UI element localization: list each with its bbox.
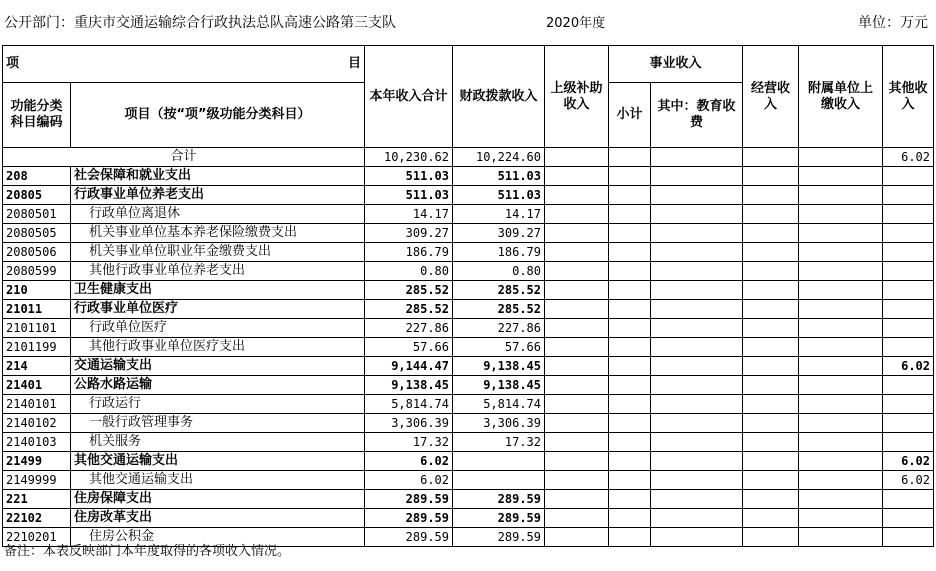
- func-code-cell: 22102: [3, 509, 71, 528]
- department-label: 公开部门：重庆市交通运输综合行政执法总队高速公路第三支队: [4, 15, 396, 31]
- other-cell: [883, 490, 934, 509]
- item-name-cell: 行政事业单位医疗: [71, 300, 365, 319]
- table-row: [3, 471, 934, 490]
- report-header: [0, 8, 936, 32]
- header-career-edu: 其中：教育收费: [651, 83, 743, 148]
- other-cell: [883, 300, 934, 319]
- total-income-cell: 57.66: [365, 338, 453, 357]
- fiscal-cell: 309.27: [453, 224, 545, 243]
- func-code-cell: 21011: [3, 300, 71, 319]
- unit-label: 单位：万元: [858, 15, 928, 31]
- affiliated-cell: [799, 395, 883, 414]
- header-affiliated: 附属单位上缴收入: [799, 46, 883, 148]
- fiscal-cell: 17.32: [453, 433, 545, 452]
- total-income-cell: 3,306.39: [365, 414, 453, 433]
- func-code-cell: 2140101: [3, 395, 71, 414]
- table-row: [3, 376, 934, 395]
- item-name-cell: 行政运行: [71, 395, 365, 414]
- operating-cell: [743, 471, 799, 490]
- career-edu-cell: [651, 148, 743, 167]
- total-income-cell: 227.86: [365, 319, 453, 338]
- func-code-cell: 2149999: [3, 471, 71, 490]
- total-income-cell: 186.79: [365, 243, 453, 262]
- superior-cell: [545, 281, 609, 300]
- func-code-cell: 2101101: [3, 319, 71, 338]
- income-table: [2, 45, 934, 547]
- func-code-cell: 210: [3, 281, 71, 300]
- career-edu-cell: [651, 224, 743, 243]
- total-label: 合计: [3, 148, 365, 167]
- career-subtotal-cell: [609, 490, 651, 509]
- operating-cell: [743, 205, 799, 224]
- career-edu-cell: [651, 509, 743, 528]
- other-cell: [883, 243, 934, 262]
- career-edu-cell: [651, 490, 743, 509]
- career-subtotal-cell: [609, 452, 651, 471]
- table-row: [3, 452, 934, 471]
- item-name-cell: 行政单位离退休: [71, 205, 365, 224]
- other-cell: [883, 281, 934, 300]
- affiliated-cell: [799, 338, 883, 357]
- table-row: [3, 281, 934, 300]
- total-income-cell: 0.80: [365, 262, 453, 281]
- header-career-group: 事业收入: [609, 46, 743, 83]
- superior-cell: [545, 395, 609, 414]
- career-subtotal-cell: [609, 414, 651, 433]
- career-edu-cell: [651, 452, 743, 471]
- table-row: [3, 224, 934, 243]
- fiscal-cell: 511.03: [453, 167, 545, 186]
- operating-cell: [743, 186, 799, 205]
- affiliated-cell: [799, 243, 883, 262]
- item-name-cell: 行政单位医疗: [71, 319, 365, 338]
- table-row: [3, 300, 934, 319]
- header-item-name: 项目（按“项”级功能分类科目）: [71, 83, 365, 148]
- func-code-cell: 2080599: [3, 262, 71, 281]
- total-income-cell: 6.02: [365, 452, 453, 471]
- fiscal-cell: 57.66: [453, 338, 545, 357]
- fiscal-cell: 289.59: [453, 528, 545, 547]
- table-row: [3, 509, 934, 528]
- table-row: [3, 167, 934, 186]
- career-edu-cell: [651, 243, 743, 262]
- total-income-cell: 289.59: [365, 528, 453, 547]
- other-cell: [883, 395, 934, 414]
- fiscal-cell: 14.17: [453, 205, 545, 224]
- career-subtotal-cell: [609, 167, 651, 186]
- header-func-code: 功能分类科目编码: [3, 83, 71, 148]
- superior-cell: [545, 490, 609, 509]
- fiscal-cell: 227.86: [453, 319, 545, 338]
- func-code-cell: 214: [3, 357, 71, 376]
- fiscal-cell: 10,224.60: [453, 148, 545, 167]
- func-code-cell: 21401: [3, 376, 71, 395]
- fiscal-cell: 285.52: [453, 300, 545, 319]
- operating-cell: [743, 357, 799, 376]
- func-code-cell: 2140102: [3, 414, 71, 433]
- career-subtotal-cell: [609, 148, 651, 167]
- fiscal-cell: 285.52: [453, 281, 545, 300]
- item-name-cell: 住房保障支出: [71, 490, 365, 509]
- item-name-cell: 其他交通运输支出: [71, 452, 365, 471]
- total-income-cell: 289.59: [365, 509, 453, 528]
- operating-cell: [743, 167, 799, 186]
- fiscal-cell: 289.59: [453, 490, 545, 509]
- affiliated-cell: [799, 148, 883, 167]
- career-subtotal-cell: [609, 224, 651, 243]
- total-income-cell: 9,138.45: [365, 376, 453, 395]
- superior-cell: [545, 528, 609, 547]
- table-row: [3, 243, 934, 262]
- career-edu-cell: [651, 205, 743, 224]
- career-subtotal-cell: [609, 433, 651, 452]
- item-name-cell: 住房改革支出: [71, 509, 365, 528]
- career-subtotal-cell: [609, 243, 651, 262]
- item-name-cell: 一般行政管理事务: [71, 414, 365, 433]
- operating-cell: [743, 300, 799, 319]
- other-cell: 6.02: [883, 148, 934, 167]
- career-subtotal-cell: [609, 376, 651, 395]
- career-subtotal-cell: [609, 300, 651, 319]
- career-edu-cell: [651, 376, 743, 395]
- total-income-cell: 5,814.74: [365, 395, 453, 414]
- operating-cell: [743, 243, 799, 262]
- fiscal-cell: 186.79: [453, 243, 545, 262]
- affiliated-cell: [799, 357, 883, 376]
- operating-cell: [743, 148, 799, 167]
- total-income-cell: 17.32: [365, 433, 453, 452]
- item-name-cell: 机关服务: [71, 433, 365, 452]
- func-code-cell: 221: [3, 490, 71, 509]
- operating-cell: [743, 376, 799, 395]
- item-name-cell: 住房公积金: [71, 528, 365, 547]
- item-name-cell: 其他行政事业单位养老支出: [71, 262, 365, 281]
- table-row: [3, 186, 934, 205]
- total-income-cell: 10,230.62: [365, 148, 453, 167]
- superior-cell: [545, 319, 609, 338]
- func-code-cell: 2140103: [3, 433, 71, 452]
- operating-cell: [743, 395, 799, 414]
- affiliated-cell: [799, 452, 883, 471]
- affiliated-cell: [799, 433, 883, 452]
- operating-cell: [743, 281, 799, 300]
- career-edu-cell: [651, 281, 743, 300]
- affiliated-cell: [799, 262, 883, 281]
- career-subtotal-cell: [609, 395, 651, 414]
- other-cell: 6.02: [883, 452, 934, 471]
- func-code-cell: 2101199: [3, 338, 71, 357]
- superior-cell: [545, 357, 609, 376]
- header-operating: 经营收入: [743, 46, 799, 148]
- item-name-cell: 交通运输支出: [71, 357, 365, 376]
- table-row: [3, 205, 934, 224]
- item-name-cell: 卫生健康支出: [71, 281, 365, 300]
- other-cell: [883, 509, 934, 528]
- table-row: [3, 414, 934, 433]
- table-row: [3, 433, 934, 452]
- operating-cell: [743, 433, 799, 452]
- career-edu-cell: [651, 186, 743, 205]
- other-cell: [883, 376, 934, 395]
- fiscal-cell: 289.59: [453, 509, 545, 528]
- career-edu-cell: [651, 395, 743, 414]
- career-edu-cell: [651, 167, 743, 186]
- career-edu-cell: [651, 319, 743, 338]
- career-subtotal-cell: [609, 471, 651, 490]
- career-edu-cell: [651, 414, 743, 433]
- item-name-cell: 其他行政事业单位医疗支出: [71, 338, 365, 357]
- func-code-cell: 2080505: [3, 224, 71, 243]
- item-name-cell: 社会保障和就业支出: [71, 167, 365, 186]
- total-income-cell: 285.52: [365, 300, 453, 319]
- superior-cell: [545, 205, 609, 224]
- header-mu: 目: [347, 56, 361, 71]
- career-subtotal-cell: [609, 509, 651, 528]
- affiliated-cell: [799, 281, 883, 300]
- affiliated-cell: [799, 224, 883, 243]
- func-code-cell: 208: [3, 167, 71, 186]
- other-cell: [883, 319, 934, 338]
- total-income-cell: 14.17: [365, 205, 453, 224]
- career-edu-cell: [651, 338, 743, 357]
- affiliated-cell: [799, 167, 883, 186]
- career-subtotal-cell: [609, 338, 651, 357]
- career-subtotal-cell: [609, 528, 651, 547]
- superior-cell: [545, 262, 609, 281]
- func-code-cell: 2080506: [3, 243, 71, 262]
- other-cell: [883, 433, 934, 452]
- career-subtotal-cell: [609, 262, 651, 281]
- total-income-cell: 511.03: [365, 186, 453, 205]
- table-row: [3, 338, 934, 357]
- item-name-cell: 机关事业单位基本养老保险缴费支出: [71, 224, 365, 243]
- career-subtotal-cell: [609, 319, 651, 338]
- operating-cell: [743, 224, 799, 243]
- header-fiscal: 财政拨款收入: [453, 46, 545, 148]
- table-header: [3, 46, 934, 148]
- affiliated-cell: [799, 376, 883, 395]
- superior-cell: [545, 376, 609, 395]
- header-total-income: 本年收入合计: [365, 46, 453, 148]
- other-cell: 6.02: [883, 357, 934, 376]
- operating-cell: [743, 414, 799, 433]
- superior-cell: [545, 148, 609, 167]
- career-subtotal-cell: [609, 281, 651, 300]
- table-row: [3, 490, 934, 509]
- table-row: [3, 357, 934, 376]
- item-name-cell: 公路水路运输: [71, 376, 365, 395]
- fiscal-cell: 5,814.74: [453, 395, 545, 414]
- affiliated-cell: [799, 490, 883, 509]
- superior-cell: [545, 300, 609, 319]
- total-income-cell: 309.27: [365, 224, 453, 243]
- superior-cell: [545, 414, 609, 433]
- year-label: 2020年度: [546, 16, 606, 31]
- superior-cell: [545, 186, 609, 205]
- other-cell: [883, 528, 934, 547]
- func-code-cell: 21499: [3, 452, 71, 471]
- total-income-cell: 289.59: [365, 490, 453, 509]
- fiscal-cell: 511.03: [453, 186, 545, 205]
- career-edu-cell: [651, 433, 743, 452]
- other-cell: [883, 205, 934, 224]
- career-edu-cell: [651, 528, 743, 547]
- operating-cell: [743, 319, 799, 338]
- superior-cell: [545, 243, 609, 262]
- other-cell: [883, 338, 934, 357]
- other-cell: [883, 414, 934, 433]
- operating-cell: [743, 338, 799, 357]
- operating-cell: [743, 509, 799, 528]
- table-row: [3, 395, 934, 414]
- fiscal-cell: [453, 471, 545, 490]
- header-xiang: 项: [6, 56, 20, 71]
- career-edu-cell: [651, 262, 743, 281]
- fiscal-cell: 9,138.45: [453, 357, 545, 376]
- fiscal-cell: [453, 452, 545, 471]
- total-income-cell: 511.03: [365, 167, 453, 186]
- career-edu-cell: [651, 357, 743, 376]
- item-name-cell: 其他交通运输支出: [71, 471, 365, 490]
- affiliated-cell: [799, 319, 883, 338]
- affiliated-cell: [799, 528, 883, 547]
- operating-cell: [743, 528, 799, 547]
- career-edu-cell: [651, 471, 743, 490]
- header-other: 其他收入: [883, 46, 934, 148]
- career-subtotal-cell: [609, 205, 651, 224]
- affiliated-cell: [799, 414, 883, 433]
- superior-cell: [545, 509, 609, 528]
- operating-cell: [743, 452, 799, 471]
- header-superior: 上级补助收入: [545, 46, 609, 148]
- header-xiang-mu: [3, 46, 365, 83]
- table-body: [3, 148, 934, 547]
- fiscal-cell: 0.80: [453, 262, 545, 281]
- table-row: [3, 262, 934, 281]
- operating-cell: [743, 262, 799, 281]
- superior-cell: [545, 471, 609, 490]
- superior-cell: [545, 452, 609, 471]
- footnote: 备注：本表反映部门本年度取得的各项收入情况。: [4, 544, 291, 559]
- func-code-cell: 2210201: [3, 528, 71, 547]
- affiliated-cell: [799, 205, 883, 224]
- affiliated-cell: [799, 300, 883, 319]
- total-income-cell: 6.02: [365, 471, 453, 490]
- other-cell: [883, 167, 934, 186]
- other-cell: 6.02: [883, 471, 934, 490]
- affiliated-cell: [799, 471, 883, 490]
- other-cell: [883, 262, 934, 281]
- superior-cell: [545, 433, 609, 452]
- total-income-cell: 285.52: [365, 281, 453, 300]
- item-name-cell: 行政事业单位养老支出: [71, 186, 365, 205]
- superior-cell: [545, 338, 609, 357]
- career-subtotal-cell: [609, 186, 651, 205]
- total-income-cell: 9,144.47: [365, 357, 453, 376]
- affiliated-cell: [799, 186, 883, 205]
- career-subtotal-cell: [609, 357, 651, 376]
- superior-cell: [545, 167, 609, 186]
- other-cell: [883, 224, 934, 243]
- career-edu-cell: [651, 300, 743, 319]
- fiscal-cell: 9,138.45: [453, 376, 545, 395]
- item-name-cell: 机关事业单位职业年金缴费支出: [71, 243, 365, 262]
- header-career-subtotal: 小计: [609, 83, 651, 148]
- operating-cell: [743, 490, 799, 509]
- table-row: [3, 319, 934, 338]
- fiscal-cell: 3,306.39: [453, 414, 545, 433]
- affiliated-cell: [799, 509, 883, 528]
- superior-cell: [545, 224, 609, 243]
- func-code-cell: 20805: [3, 186, 71, 205]
- total-row: [3, 148, 934, 167]
- other-cell: [883, 186, 934, 205]
- func-code-cell: 2080501: [3, 205, 71, 224]
